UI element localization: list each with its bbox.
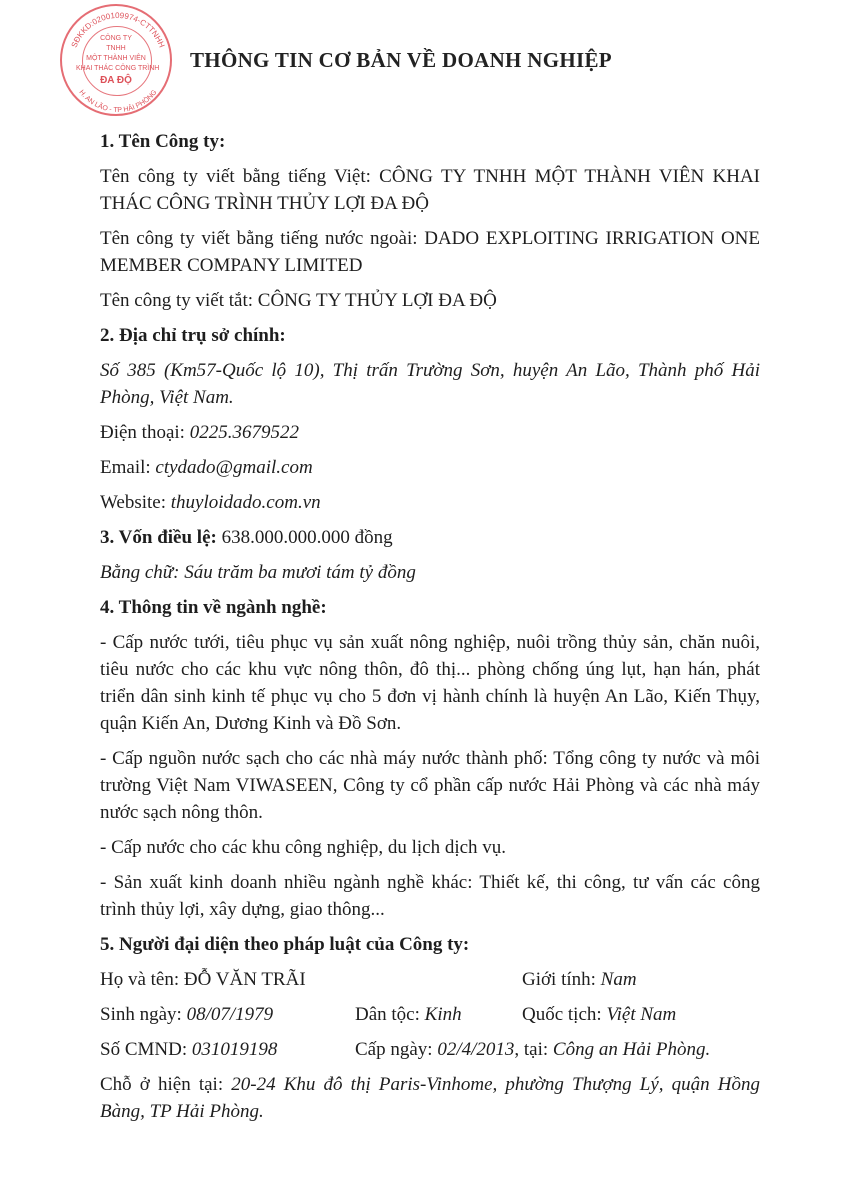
vn-name-line-2: THÁC CÔNG TRÌNH THỦY LỢI ĐA ĐỘ: [100, 193, 429, 214]
rep-gender-label: Giới tính:: [522, 969, 596, 990]
business-line: - Cấp nước cho các khu công nghiệp, du lịch dịch vụ.: [100, 837, 507, 858]
short-name-value: CÔNG TY THỦY LỢI ĐA ĐỘ: [257, 290, 497, 311]
phone-label: Điện thoại:: [100, 422, 185, 443]
seal-line: TNHH: [106, 45, 126, 52]
rep-id-label: Số CMND:: [100, 1039, 188, 1060]
rep-row-2: [100, 1001, 760, 1028]
rep-row-1-spacer: [355, 966, 522, 993]
seal-line: KHAI THÁC CÔNG TRÌNH: [76, 65, 160, 72]
website-label: Website:: [100, 492, 167, 513]
seal-ring-top: SĐKKD:0200109974-CTTNHH: [69, 10, 167, 49]
business-item: [100, 869, 760, 923]
section-4-heading: 4. Thông tin về ngành nghề:: [100, 597, 327, 618]
seal-line: CÔNG TY: [100, 35, 132, 42]
business-line: môi trường Việt Nam VIWASEEN, Công ty cổ phần cấp nước Hải Phòng và các: [100, 748, 761, 796]
foreign-name: [100, 225, 760, 279]
company-seal-stamp: [60, 4, 172, 116]
business-line: trình thủy lợi, xây dựng, giao thông...: [100, 899, 385, 920]
rep-issue-place-value: Công an Hải Phòng.: [552, 1039, 711, 1060]
business-item: [100, 834, 760, 861]
seal-ring-bottom: H. AN LÃO - TP HẢI PHÒNG: [77, 89, 159, 115]
rep-nationality-value: Việt Nam: [606, 1004, 677, 1025]
rep-issue-place-label: , tại:: [514, 1039, 549, 1060]
document-body: [100, 128, 760, 1125]
rep-nationality-label: Quốc tịch:: [522, 1004, 602, 1025]
website-row: [100, 489, 760, 516]
email-value: ctydado@gmail.com: [155, 457, 313, 478]
rep-issue-date-value: 02/4/2013: [437, 1039, 515, 1060]
section-1-heading: 1. Tên Công ty:: [100, 131, 226, 152]
seal-line: ĐA ĐỘ: [100, 75, 132, 86]
email-label: Email:: [100, 457, 151, 478]
document-title: THÔNG TIN CƠ BẢN VỀ DOANH NGHIỆP: [190, 48, 612, 72]
business-line: - Cấp nước tưới, tiêu phục vụ sản xuất nông nghiệp, nuôi trồng thủy sản, chăn: [100, 632, 716, 653]
phone-value: 0225.3679522: [189, 422, 299, 443]
section-2-heading: 2. Địa chỉ trụ sở chính:: [100, 325, 286, 346]
rep-residence-line-1: 20-24 Khu đô thị Paris-Vinhome, phường Thượng Lý, quận Hồng: [231, 1074, 761, 1095]
rep-dob-row: [100, 1001, 355, 1028]
rep-name-label: Họ và tên:: [100, 969, 180, 990]
rep-id-value: 031019198: [191, 1039, 278, 1060]
rep-ethnicity-row: [355, 1001, 522, 1028]
vn-name: [100, 163, 760, 217]
section-5-heading: 5. Người đại diện theo pháp luật của Công ty:: [100, 934, 470, 955]
rep-issue-row: [355, 1036, 760, 1063]
rep-ethnicity-value: Kinh: [424, 1004, 462, 1025]
business-line: Thụy, quận Kiến An, Dương Kinh và Đồ Sơn.: [100, 686, 760, 734]
capital-value: 638.000.000.000 đồng: [221, 527, 393, 548]
rep-residence-label: Chỗ ở hiện tại:: [100, 1074, 224, 1095]
business-line: - Cấp nguồn nước sạch cho các nhà máy nước thành phố: Tổng công ty nước và: [100, 748, 725, 769]
business-item: [100, 745, 760, 826]
website-value: thuyloidado.com.vn: [170, 492, 321, 513]
rep-residence-row: [100, 1071, 760, 1125]
rep-dob-value: 08/07/1979: [186, 1004, 274, 1025]
foreign-name-line-1: Tên công ty viết bằng tiếng nước ngoài: DADO EXPLOITING IRRIGATION: [100, 228, 715, 249]
email-row: [100, 454, 760, 481]
phone-row: [100, 419, 760, 446]
address-line-2: Phòng, Việt Nam.: [100, 387, 234, 408]
rep-gender-value: Nam: [600, 969, 637, 990]
rep-name-value: ĐỖ VĂN TRÃI: [183, 969, 306, 990]
rep-ethnicity-label: Dân tộc:: [355, 1004, 420, 1025]
business-line: nuôi, tiêu nước cho các khu vực nông thôn, đô thị... phòng chống úng lụt, hạn hán,: [100, 632, 761, 680]
rep-row-1: [100, 966, 760, 993]
seal-center-text: [76, 34, 160, 87]
rep-gender-row: [522, 966, 760, 993]
seal-line: MỘT THÀNH VIÊN: [86, 55, 146, 62]
capital-in-words: Bằng chữ: Sáu trăm ba mươi tám tỷ đồng: [100, 562, 416, 583]
rep-residence-line-2: Bàng, TP Hải Phòng.: [100, 1101, 264, 1122]
rep-name-row: [100, 966, 355, 993]
rep-id-row: [100, 1036, 355, 1063]
business-line: nhà máy nước sạch nông thôn.: [100, 775, 760, 823]
rep-nationality-row: [522, 1001, 760, 1028]
rep-row-3: [100, 1036, 760, 1063]
foreign-name-line-2: ONE MEMBER COMPANY LIMITED: [100, 228, 760, 276]
capital-row: [100, 524, 760, 551]
rep-issue-date-label: Cấp ngày:: [355, 1039, 433, 1060]
short-name-row: [100, 287, 760, 314]
business-line: phát triển dân sinh kinh tế phục vụ cho 5 đơn vị hành chính là huyện An Lão, Kiến: [100, 659, 760, 707]
address-line-1: Số 385 (Km57-Quốc lộ 10), Thị trấn Trường Sơn, huyện An Lão, Thành phố Hải: [100, 360, 760, 381]
section-3-heading: 3. Vốn điều lệ:: [100, 527, 217, 548]
short-name-label: Tên công ty viết tắt:: [100, 290, 254, 311]
business-item: [100, 629, 760, 737]
business-line: - Sản xuất kinh doanh nhiều ngành nghề khác: Thiết kế, thi công, tư vấn các công: [100, 872, 760, 893]
vn-name-line-1: Tên công ty viết bằng tiếng Việt: CÔNG TY TNHH MỘT THÀNH VIÊN KHAI: [100, 166, 760, 187]
rep-dob-label: Sinh ngày:: [100, 1004, 182, 1025]
document-header: [0, 0, 849, 120]
address: [100, 357, 760, 411]
